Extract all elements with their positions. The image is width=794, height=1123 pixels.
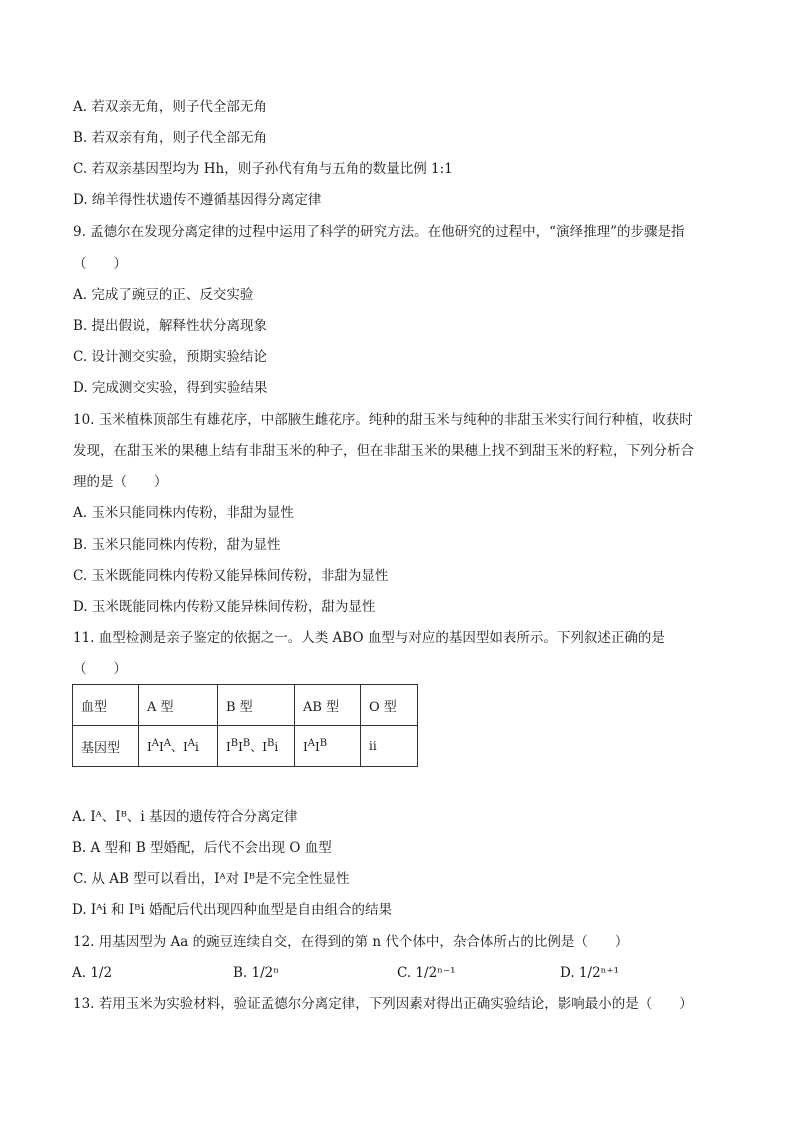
table-cell: AB 型 (295, 685, 361, 726)
q10-option-c: C. 玉米既能同株内传粉又能异株间传粉，非甜为显性 (73, 568, 389, 584)
q11-answer-paren: （ ） (73, 661, 127, 677)
table-row (73, 685, 418, 726)
q10-option-d: D. 玉米既能同株内传粉又能异株间传粉，甜为显性 (73, 599, 376, 615)
q11-option-a: A. Iᴬ、Iᴮ、i 基因的遗传符合分离定律 (72, 809, 298, 825)
q9-answer-paren: （ ） (73, 256, 127, 272)
table-cell: 基因型 (73, 726, 139, 767)
q12-option-c: C. 1/2ⁿ⁻¹ (397, 965, 456, 981)
q9-option-c: C. 设计测交实验，预期实验结论 (73, 349, 267, 365)
genotype-b-cell: $I^BI^B$、$I^Bi$ (218, 726, 295, 767)
table-cell: 血型 (73, 685, 139, 726)
q12-option-a: A. 1/2 (72, 965, 113, 981)
genotype-ab-cell: $I^AI^B$ (295, 726, 361, 767)
q11-option-d: D. Iᴬi 和 Iᴮi 婚配后代出现四种血型是自由组合的结果 (72, 902, 392, 918)
table-cell: ii (361, 726, 418, 767)
q10-stem-line2: 发现，在甜玉米的果穗上结有非甜玉米的种子，但在非甜玉米的果穗上找不到甜玉米的籽粒，下列分析合 (73, 443, 694, 459)
q8-option-c: C. 若双亲基因型均为 Hh，则子孙代有角与五角的数量比例 1:1 (73, 161, 453, 177)
q13-stem: 13. 若用玉米为实验材料，验证孟德尔分离定律，下列因素对得出正确实验结论，影响最小的是（ ） (73, 996, 693, 1012)
q12-option-b: B. 1/2ⁿ (233, 965, 280, 981)
q12-option-d: D. 1/2ⁿ⁺¹ (560, 965, 620, 981)
q11-option-c: C. 从 AB 型可以看出，Iᴬ对 Iᴮ是不完全性显性 (73, 871, 350, 887)
q10-stem-line3: 理的是（ ） (73, 474, 168, 490)
q10-option-a: A. 玉米只能同株内传粉，非甜为显性 (73, 505, 294, 521)
q12-stem: 12. 用基因型为 Aa 的豌豆连续自交，在得到的第 n 代个体中，杂合体所占的比例是（ ） (73, 934, 629, 950)
table-cell: A 型 (139, 685, 218, 726)
q10-stem-line1: 10. 玉米植株顶部生有雄花序，中部腋生雌花序。纯种的甜玉米与纯种的非甜玉米实行间行种植，收获时 (73, 412, 693, 428)
table-cell: B 型 (218, 685, 295, 726)
genotype-a-cell: $I^AI^A$、$I^Ai$ (139, 726, 218, 767)
table-cell: O 型 (361, 685, 418, 726)
q8-option-d: D. 绵羊得性状遗传不遵循基因得分离定律 (73, 192, 322, 208)
q8-option-b: B. 若双亲有角，则子代全部无角 (73, 130, 268, 146)
q11-stem: 11. 血型检测是亲子鉴定的依据之一。人类 ABO 血型与对应的基因型如表所示。下列叙述正确的是 (73, 630, 665, 646)
blood-type-table (72, 684, 418, 767)
table-row (73, 726, 418, 767)
q10-option-b: B. 玉米只能同株内传粉，甜为显性 (73, 537, 281, 553)
q9-option-a: A. 完成了豌豆的正、反交实验 (73, 287, 254, 303)
q11-option-b: B. A 型和 B 型婚配，后代不会出现 O 血型 (72, 840, 332, 856)
q8-option-a: A. 若双亲无角，则子代全部无角 (73, 99, 267, 115)
q9-option-d: D. 完成测交实验，得到实验结果 (73, 380, 268, 396)
q9-option-b: B. 提出假说，解释性状分离现象 (73, 318, 268, 334)
q9-stem: 9. 孟德尔在发现分离定律的过程中运用了科学的研究方法。在他研究的过程中，“演绎推理”的步骤是指 (73, 224, 685, 240)
